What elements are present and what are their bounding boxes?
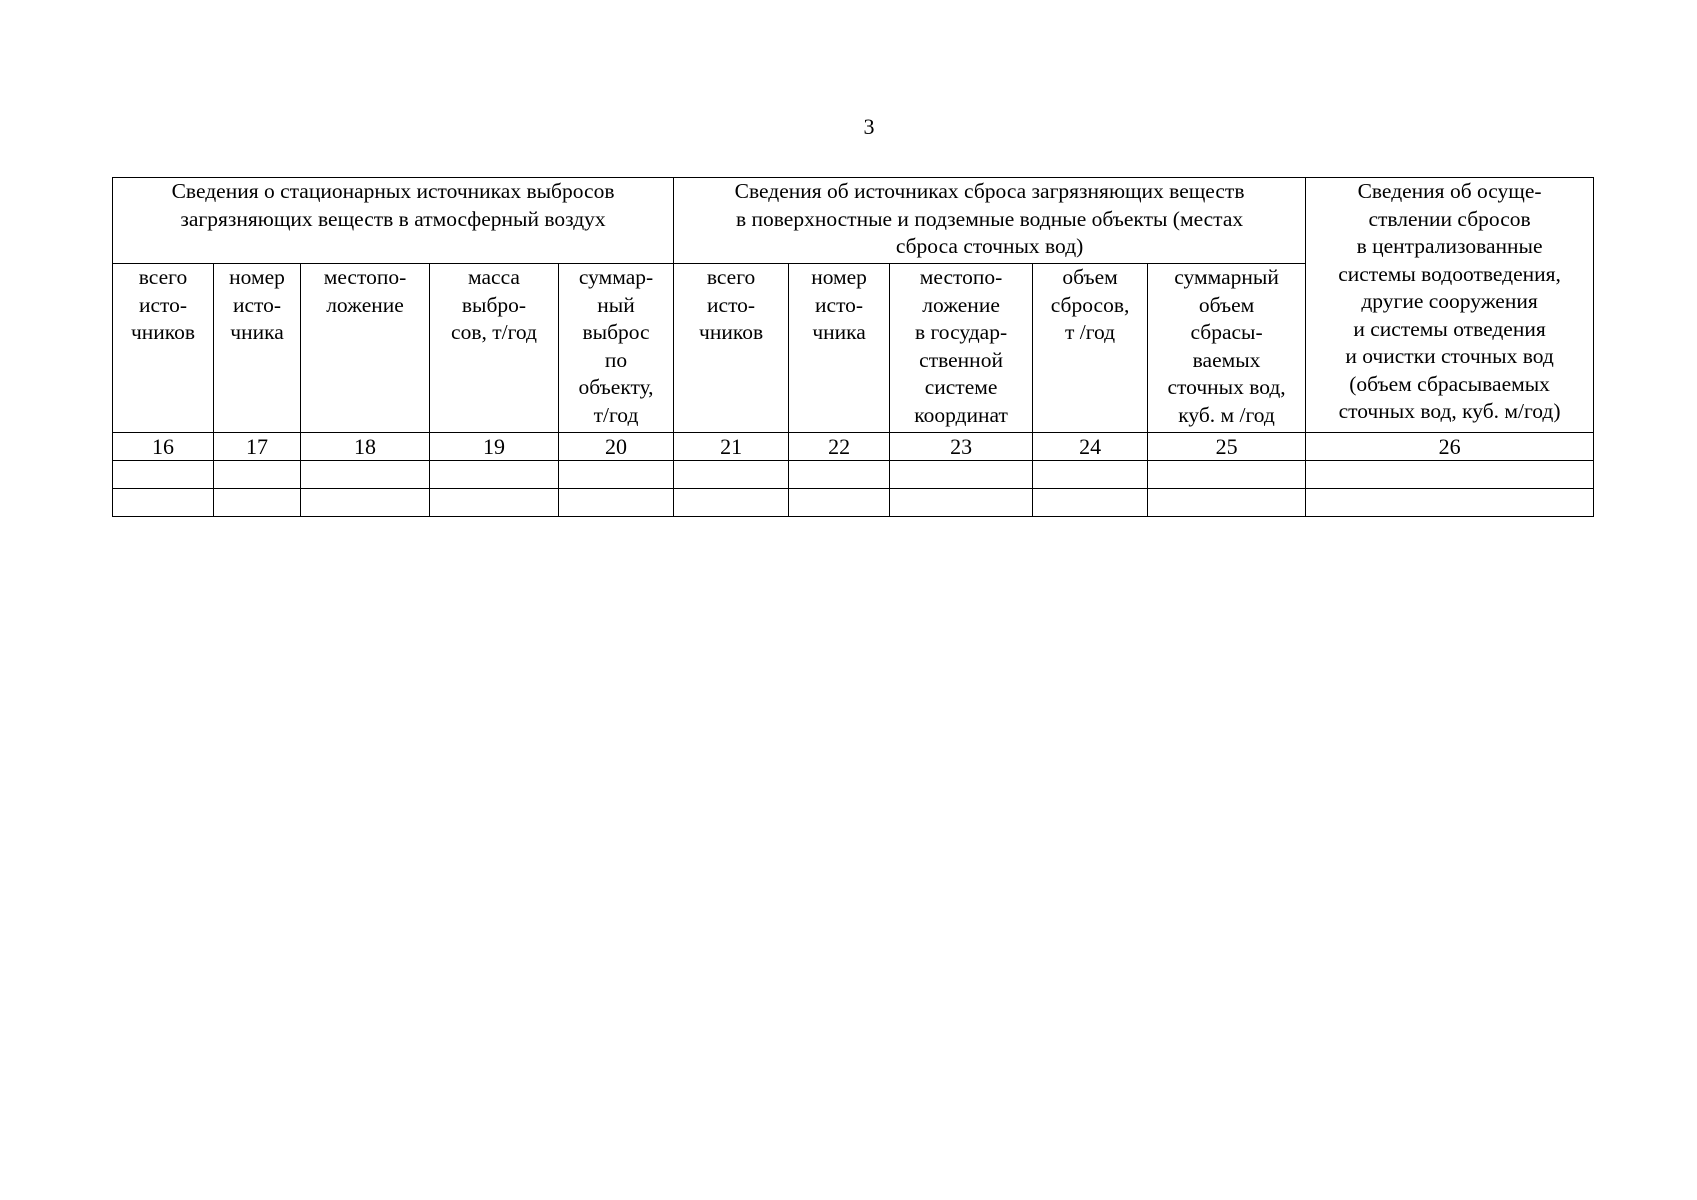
column-header-19 xyxy=(430,264,559,433)
column-header-22 xyxy=(789,264,890,433)
table-cell xyxy=(1033,461,1148,489)
table-cell xyxy=(1306,461,1594,489)
column-header-text: местопо- ложение xyxy=(323,265,407,317)
page-number: 3 xyxy=(863,114,875,139)
group-header-discharge-sources-text: Сведения об источниках сброса загрязняющих веществ в поверхностные и подземные водные объекты (местах сброса сточных вод) xyxy=(734,179,1245,258)
column-number: 20 xyxy=(559,433,674,461)
group-header-centralized-discharge-text: Сведения об осуще- ствлении сбросов в централизованные системы водоотведения, другие сооружения и системы отведения и очистки сточных вод (объем сбрасываемых сточных вод, куб. м/год) xyxy=(1338,179,1561,423)
table-cell xyxy=(214,461,301,489)
table-row xyxy=(113,489,1594,517)
emissions-discharge-table xyxy=(112,177,1594,517)
column-number: 22 xyxy=(789,433,890,461)
column-number: 24 xyxy=(1033,433,1148,461)
column-header-text: местопо- ложение в государ- ственной системе координат xyxy=(914,265,1008,427)
column-header-25 xyxy=(1148,264,1306,433)
table-cell xyxy=(674,489,789,517)
column-header-21 xyxy=(674,264,789,433)
column-number: 25 xyxy=(1148,433,1306,461)
table-cell xyxy=(430,461,559,489)
table-cell xyxy=(301,489,430,517)
table-cell xyxy=(214,489,301,517)
column-number: 19 xyxy=(430,433,559,461)
table-cell xyxy=(559,461,674,489)
column-header-20 xyxy=(559,264,674,433)
column-header-24 xyxy=(1033,264,1148,433)
table-cell xyxy=(559,489,674,517)
column-header-text: суммарный объем сбрасы- ваемых сточных вод, куб. м /год xyxy=(1167,265,1286,427)
table-cell xyxy=(301,461,430,489)
table-cell xyxy=(1033,489,1148,517)
table-row xyxy=(113,461,1594,489)
table-cell xyxy=(789,489,890,517)
table-cell xyxy=(890,489,1033,517)
column-header-text: всего исто- чников xyxy=(699,265,764,344)
column-number: 26 xyxy=(1306,433,1594,461)
column-header-text: номер исто- чника xyxy=(811,265,867,344)
column-number: 17 xyxy=(214,433,301,461)
column-number: 18 xyxy=(301,433,430,461)
column-number-row xyxy=(113,433,1594,461)
table-cell xyxy=(674,461,789,489)
table-cell xyxy=(890,461,1033,489)
group-header-discharge-sources xyxy=(674,178,1306,264)
table-cell xyxy=(789,461,890,489)
column-header-text: всего исто- чников xyxy=(130,265,196,344)
column-header-text: масса выбро- сов, т/год xyxy=(451,265,537,344)
table-cell xyxy=(113,461,214,489)
table-cell xyxy=(113,489,214,517)
column-header-23 xyxy=(890,264,1033,433)
column-number: 16 xyxy=(113,433,214,461)
column-header-text: объем сбросов, т /год xyxy=(1050,265,1130,344)
column-header-text: суммар- ный выброс по объекту, т/год xyxy=(578,265,654,427)
column-header-18 xyxy=(301,264,430,433)
group-header-centralized-discharge xyxy=(1306,178,1594,433)
group-header-stationary-sources xyxy=(113,178,674,264)
column-header-16 xyxy=(113,264,214,433)
column-header-text: номер исто- чника xyxy=(229,265,285,344)
column-number: 23 xyxy=(890,433,1033,461)
group-header-row xyxy=(113,178,1594,264)
table-cell xyxy=(1148,461,1306,489)
table-cell xyxy=(430,489,559,517)
column-header-17 xyxy=(214,264,301,433)
column-number: 21 xyxy=(674,433,789,461)
group-header-stationary-sources-text: Сведения о стационарных источниках выбросов загрязняющих веществ в атмосферный воздух xyxy=(171,179,615,231)
table-cell xyxy=(1148,489,1306,517)
table-cell xyxy=(1306,489,1594,517)
